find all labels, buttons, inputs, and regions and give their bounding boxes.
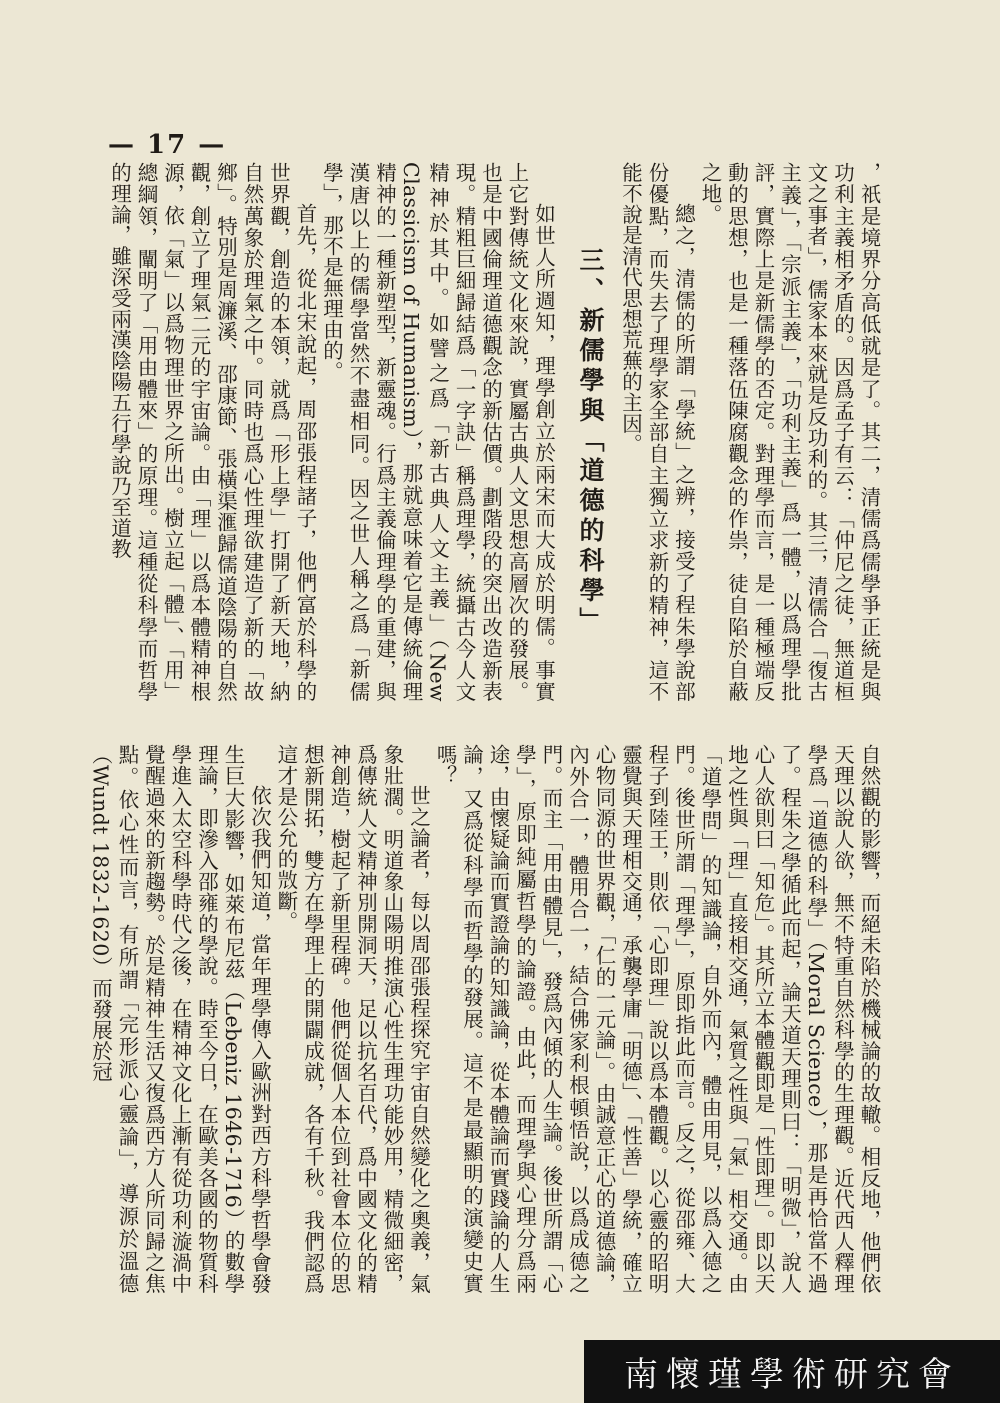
upper-text-block xyxy=(107,162,882,702)
paragraph: 世之論者，每以周邵張程探究宇宙自然變化之奧義，氣象壯濶。明道象山陽明推演心性生理功能妙用，精微細密，爲傳統人文精神別開洞天，足以抗名百代，爲中國文化的精神創造，樹起了新里程碑。他們從個人本位到社會本位的思想新開拓，雙方在學理上的開闢成就，各有千秋。我們認爲這才是公允的𣁋斷。 xyxy=(274,744,431,1294)
section-heading: 三、新儒學與「道德的科學」 xyxy=(576,247,605,637)
lower-text-block xyxy=(88,744,882,1294)
watermark-banner: 南懷瑾學術研究會 xyxy=(584,1340,1000,1403)
paragraph: 首先，從北宋說起，周邵張程諸子，他們富於科學的世界觀，創造的本領，就爲「形上學」打開了新天地，納自然萬象於理氣之中。同時也爲心性理欲建造了新的「故鄉」。特別是周濂溪、邵康節、張橫渠滙歸儒道陰陽的自然觀，創立了理氣二元的宇宙論。由「理」以爲本體精神根源，依「氣」以爲物理世界之所出。樹立起「體」、「用」總綱領，闡明了「用由體來」的原理。這種從科學而哲學的理論，雖深受兩漢陰陽五行學說乃至道教 xyxy=(107,162,317,702)
paragraph: 自然觀的影響，而絕未陷於機械論的故轍。相反地，他們依天理以說人欲，無不特重自然科學的生理觀。近代西人釋理學爲「道德的科學」（Moral Science），那是再恰當不過了。程朱之學循此而起，論天道天理則曰：「明微」，說人心人欲則曰「知危」。其所立本體觀即是「性即理」。即以天地之性與「理」直接相交通，氣質之性與「氣」相交通。由「道學問」的知識論，自外而內，體由用見，以爲入德之門。後世所謂「理學」，原即指此而言。反之，從邵雍、大程子到陸王，則依「心即理」說以爲本體觀。以心靈的昭明靈覺與天理相交通，承襲學庸「明德」、「性善」學統，確立心物同源的世界觀，「仁的一元論」。由誠意正心的道德論，內外合一，體用合一，結合佛家利根頓悟說，以爲成德之門。而主「用由體見」，發爲內傾的人生論。後世所謂「心學」，原即純屬哲學的論證。由此，而理學與心理分爲兩途，由懷疑論而實證論的知識論，從本體論而實踐論的人生論，又爲從科學而哲學的發展。這不是最顯明的演變史實嗎？ xyxy=(433,744,881,1294)
paragraph: ，祇是境界分高低就是了。其二，清儒爲儒學爭正統是與功利主義相矛盾的。因爲孟子有云：「仲尼之徒，無道桓文之事者」，儒家本來就是反功利的。其三，清儒合「復古主義」，「宗派主義」，「功利主義」爲一體，以爲理學批評，實際上是新儒學的否定。對理學而言，是一種極端反動的思想，也是一種落伍陳腐觀念的作祟，徒自陷於自蔽之地。 xyxy=(698,162,881,702)
paragraph: 依次我們知道，當年理學傳入歐洲對西方科學哲學會發生巨大影響，如萊布尼茲（Lebeniz 1646-1716）的數學理論，即滲入邵雍的學說。時至今日，在歐美各國的物質科學進入太空科學時代之後，在精神文化上漸有從功利漩渦中覺醒過來的新趨勢。於是精神生活又復爲西方人所同歸之焦點。依心性而言，有所謂「完形派心靈論」，導源於溫德（Wundt 1832-1620）而發展於冠 xyxy=(88,744,272,1294)
paragraph: 總之，清儒的所謂「學統」之辨，接受了程朱學說部份優點，而失去了理學家全部自主獨立求新的精神，這不能不說是清代思想荒蕪的主因。 xyxy=(618,162,696,702)
page-number: — 17 — xyxy=(108,130,227,160)
paragraph: 如世人所週知，理學創立於兩宋而大成於明儒。事實上它對傳統文化來說，實屬古典人文思想高層次的發展。也是中國倫理道德觀念的新估價。劃階段的突出改造新表現。精粗巨細歸結爲「一字訣」稱爲理學，統攝古今人文精神於其中。如譬之爲「新古典人文主義」（New Classicism of Humanism），那就意味着它是傳統倫理精神的一種新塑型，新靈魂。行爲主義倫理學的重建，與漢唐以上的儒學當然不盡相同。因之世人稱之爲「新儒學」，那不是無理由的。 xyxy=(319,162,556,702)
